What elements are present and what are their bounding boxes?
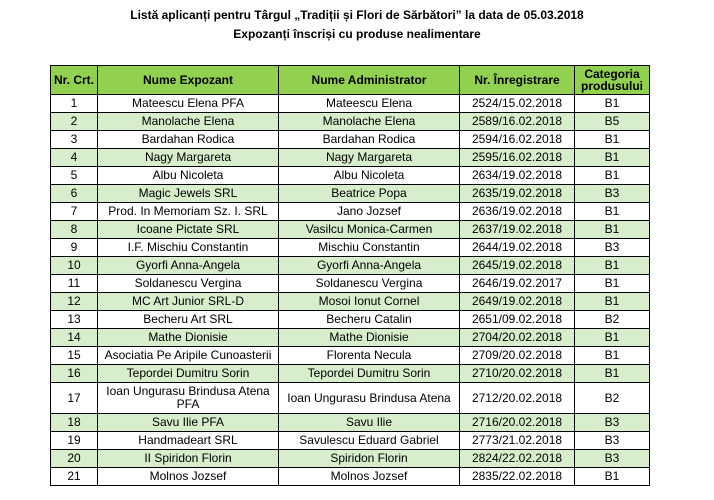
column-header-categoria: Categoria produsului — [575, 66, 650, 95]
cell-nr: 20 — [51, 450, 98, 468]
cell-inregistrare: 2824/22.02.2018 — [460, 450, 575, 468]
cell-administrator: Mateescu Elena — [279, 95, 460, 113]
cell-administrator: Spiridon Florin — [279, 450, 460, 468]
cell-administrator: Beatrice Popa — [279, 185, 460, 203]
table-body — [51, 95, 650, 486]
cell-expozant: Asociatia Pe Aripile Cunoasterii — [98, 347, 279, 365]
cell-expozant: Icoane Pictate SRL — [98, 221, 279, 239]
cell-expozant: Albu Nicoleta — [98, 167, 279, 185]
table-row — [51, 383, 650, 414]
table-row — [51, 468, 650, 486]
table-row — [51, 149, 650, 167]
cell-categoria: B1 — [575, 468, 650, 486]
cell-nr: 5 — [51, 167, 98, 185]
cell-administrator: Soldanescu Vergina — [279, 275, 460, 293]
cell-inregistrare: 2716/20.02.2018 — [460, 414, 575, 432]
cell-categoria: B5 — [575, 113, 650, 131]
cell-inregistrare: 2524/15.02.2018 — [460, 95, 575, 113]
cell-expozant: MC Art Junior SRL-D — [98, 293, 279, 311]
table-row — [51, 432, 650, 450]
cell-expozant: I.F. Mischiu Constantin — [98, 239, 279, 257]
cell-nr: 9 — [51, 239, 98, 257]
cell-inregistrare: 2634/19.02.2018 — [460, 167, 575, 185]
cell-administrator: Ioan Ungurasu Brindusa Atena — [279, 383, 460, 414]
cell-nr: 14 — [51, 329, 98, 347]
cell-administrator: Albu Nicoleta — [279, 167, 460, 185]
cell-nr: 3 — [51, 131, 98, 149]
table-row — [51, 131, 650, 149]
cell-administrator: Becheru Catalin — [279, 311, 460, 329]
table-row — [51, 311, 650, 329]
cell-expozant: Tepordei Dumitru Sorin — [98, 365, 279, 383]
cell-expozant: Nagy Margareta — [98, 149, 279, 167]
cell-administrator: Florenta Necula — [279, 347, 460, 365]
cell-administrator: Mathe Dionisie — [279, 329, 460, 347]
cell-inregistrare: 2635/19.02.2018 — [460, 185, 575, 203]
cell-categoria: B1 — [575, 275, 650, 293]
cell-categoria: B3 — [575, 414, 650, 432]
table-row — [51, 95, 650, 113]
cell-categoria: B1 — [575, 131, 650, 149]
cell-expozant: Mathe Dionisie — [98, 329, 279, 347]
cell-inregistrare: 2644/19.02.2018 — [460, 239, 575, 257]
table-row — [51, 185, 650, 203]
cell-inregistrare: 2636/19.02.2018 — [460, 203, 575, 221]
cell-categoria: B3 — [575, 432, 650, 450]
cell-inregistrare: 2589/16.02.2018 — [460, 113, 575, 131]
cell-administrator: Jano Jozsef — [279, 203, 460, 221]
column-header-expozant: Nume Expozant — [98, 66, 279, 95]
applicants-table — [50, 65, 650, 486]
cell-administrator: Nagy Margareta — [279, 149, 460, 167]
cell-categoria: B1 — [575, 293, 650, 311]
cell-nr: 4 — [51, 149, 98, 167]
column-header-inregistrare: Nr. Înregistrare — [460, 66, 575, 95]
cell-inregistrare: 2712/20.02.2018 — [460, 383, 575, 414]
cell-categoria: B1 — [575, 221, 650, 239]
cell-categoria: B1 — [575, 257, 650, 275]
table-row — [51, 167, 650, 185]
cell-expozant: Handmadeart SRL — [98, 432, 279, 450]
table-row — [51, 257, 650, 275]
table-row — [51, 365, 650, 383]
cell-categoria: B1 — [575, 95, 650, 113]
table-row — [51, 203, 650, 221]
cell-nr: 16 — [51, 365, 98, 383]
cell-nr: 1 — [51, 95, 98, 113]
table-header-row — [51, 66, 650, 95]
cell-administrator: Vasilcu Monica-Carmen — [279, 221, 460, 239]
document-title: Listă aplicanți pentru Târgul „Tradiții și Flori de Sărbători” la data de 05.03.2018 — [130, 8, 584, 22]
document-subtitle: Expozanți înscriși cu produse nealimentare — [233, 27, 481, 41]
cell-categoria: B3 — [575, 450, 650, 468]
table-row — [51, 450, 650, 468]
cell-inregistrare: 2710/20.02.2018 — [460, 365, 575, 383]
cell-expozant: Gyorfi Anna-Angela — [98, 257, 279, 275]
cell-nr: 17 — [51, 383, 98, 414]
cell-categoria: B1 — [575, 203, 650, 221]
cell-inregistrare: 2709/20.02.2018 — [460, 347, 575, 365]
cell-expozant: Molnos Jozsef — [98, 468, 279, 486]
cell-administrator: Savu Ilie — [279, 414, 460, 432]
cell-inregistrare: 2704/20.02.2018 — [460, 329, 575, 347]
cell-administrator: Manolache Elena — [279, 113, 460, 131]
cell-nr: 2 — [51, 113, 98, 131]
table-row — [51, 329, 650, 347]
cell-nr: 18 — [51, 414, 98, 432]
cell-categoria: B1 — [575, 167, 650, 185]
cell-nr: 15 — [51, 347, 98, 365]
cell-administrator: Savulescu Eduard Gabriel — [279, 432, 460, 450]
cell-administrator: Mischiu Constantin — [279, 239, 460, 257]
cell-nr: 19 — [51, 432, 98, 450]
cell-administrator: Gyorfi Anna-Angela — [279, 257, 460, 275]
cell-inregistrare: 2594/16.02.2018 — [460, 131, 575, 149]
table-row — [51, 113, 650, 131]
cell-expozant: Magic Jewels SRL — [98, 185, 279, 203]
cell-expozant: Mateescu Elena PFA — [98, 95, 279, 113]
cell-nr: 12 — [51, 293, 98, 311]
cell-nr: 8 — [51, 221, 98, 239]
cell-inregistrare: 2637/19.02.2018 — [460, 221, 575, 239]
cell-expozant: Savu Ilie PFA — [98, 414, 279, 432]
cell-administrator: Molnos Jozsef — [279, 468, 460, 486]
cell-inregistrare: 2595/16.02.2018 — [460, 149, 575, 167]
cell-expozant: II Spiridon Florin — [98, 450, 279, 468]
cell-administrator: Bardahan Rodica — [279, 131, 460, 149]
cell-categoria: B2 — [575, 383, 650, 414]
cell-categoria: B1 — [575, 365, 650, 383]
cell-categoria: B1 — [575, 329, 650, 347]
cell-nr: 13 — [51, 311, 98, 329]
table-row — [51, 293, 650, 311]
cell-nr: 21 — [51, 468, 98, 486]
cell-inregistrare: 2651/09.02.2018 — [460, 311, 575, 329]
cell-nr: 10 — [51, 257, 98, 275]
cell-expozant: Bardahan Rodica — [98, 131, 279, 149]
cell-nr: 11 — [51, 275, 98, 293]
table-row — [51, 414, 650, 432]
cell-inregistrare: 2649/19.02.2018 — [460, 293, 575, 311]
cell-inregistrare: 2645/19.02.2018 — [460, 257, 575, 275]
cell-categoria: B3 — [575, 239, 650, 257]
table-row — [51, 239, 650, 257]
cell-expozant: Prod. In Memoriam Sz. I. SRL — [98, 203, 279, 221]
cell-inregistrare: 2773/21.02.2018 — [460, 432, 575, 450]
table-row — [51, 221, 650, 239]
cell-categoria: B1 — [575, 149, 650, 167]
cell-inregistrare: 2646/19.02.2017 — [460, 275, 575, 293]
cell-nr: 7 — [51, 203, 98, 221]
cell-expozant: Becheru Art SRL — [98, 311, 279, 329]
cell-expozant: Manolache Elena — [98, 113, 279, 131]
table-row — [51, 275, 650, 293]
column-header-administrator: Nume Administrator — [279, 66, 460, 95]
table-row — [51, 347, 650, 365]
cell-categoria: B3 — [575, 185, 650, 203]
cell-nr: 6 — [51, 185, 98, 203]
cell-expozant: Ioan Ungurasu Brindusa Atena PFA — [98, 383, 279, 414]
cell-inregistrare: 2835/22.02.2018 — [460, 468, 575, 486]
cell-administrator: Mosoi Ionut Cornel — [279, 293, 460, 311]
cell-expozant: Soldanescu Vergina — [98, 275, 279, 293]
cell-administrator: Tepordei Dumitru Sorin — [279, 365, 460, 383]
column-header-nr: Nr. Crt. — [51, 66, 98, 95]
cell-categoria: B2 — [575, 311, 650, 329]
cell-categoria: B1 — [575, 347, 650, 365]
